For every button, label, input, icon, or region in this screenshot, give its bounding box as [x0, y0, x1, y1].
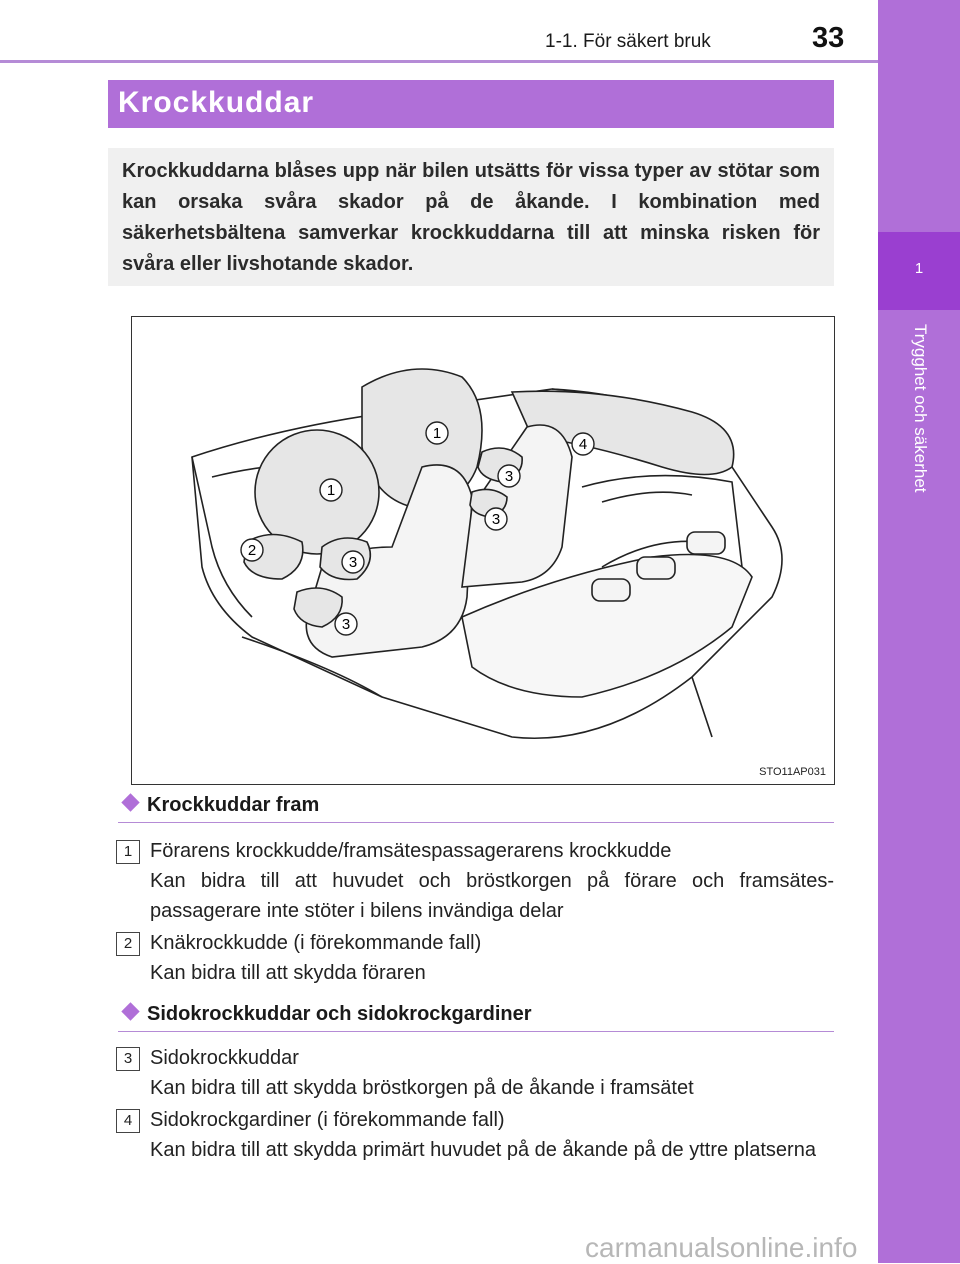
section-rule: [118, 822, 834, 823]
item-title: Förarens krockkudde/framsätespassagerarens krockkudde: [150, 840, 672, 862]
figure-code: STO11AP031: [759, 766, 826, 778]
section-rule: [118, 1031, 834, 1032]
callout-label: 1: [432, 425, 442, 442]
section-heading-side-airbags: [118, 1003, 532, 1026]
section-heading-front-airbags: [118, 794, 319, 817]
chapter-side-tab: [878, 0, 960, 1263]
airbag-illustration: [131, 316, 835, 785]
chapter-number: 1: [914, 260, 924, 277]
callout-marker: [498, 465, 520, 487]
callout-label: 1: [326, 482, 336, 499]
header-section-title: 1-1. För säkert bruk: [545, 31, 711, 52]
item-description: Kan bidra till att skydda primärt huvudet på de åkande på de yttre platserna: [150, 1139, 816, 1161]
car-interior-drawing: [132, 317, 834, 784]
page-title: Krockkuddar: [118, 86, 315, 119]
item-number-badge: 4: [116, 1109, 140, 1133]
callout-label: 2: [247, 542, 257, 559]
callout-label: 4: [578, 436, 588, 453]
callout-label: 3: [341, 616, 351, 633]
item-description: Kan bidra till att skydda föraren: [150, 962, 426, 984]
watermark-text: carmanualsonline.info: [585, 1232, 858, 1263]
list-item: [123, 1043, 834, 1103]
item-number-badge: 3: [116, 1047, 140, 1071]
intro-text: Krockkuddarna blåses upp när bilen utsätts för vissa typer av stötar som kan orsaka svåra skador på de åkande. I kombination med säkerhetsbältena samverkar krockkuddarna till att minska risken för svåra eller livshotande skador.: [122, 160, 820, 275]
list-item: [123, 928, 834, 988]
chapter-number-box: [878, 232, 960, 310]
item-title: Sidokrockkuddar: [150, 1047, 299, 1069]
item-number-badge: 2: [116, 932, 140, 956]
callout-marker: [572, 433, 594, 455]
callout-marker: [241, 539, 263, 561]
callout-marker: [485, 508, 507, 530]
callout-label: 3: [348, 554, 358, 571]
diamond-bullet-icon: [121, 1002, 139, 1020]
callout-marker: [342, 551, 364, 573]
callout-marker: [335, 613, 357, 635]
callout-marker: [426, 422, 448, 444]
item-title: Knäkrockkudde (i förekommande fall): [150, 932, 482, 954]
intro-box: [108, 148, 834, 286]
page-title-bar: [108, 80, 834, 128]
section-heading-text: Krockkuddar fram: [147, 794, 320, 816]
page-number: 33: [812, 22, 845, 54]
callout-label: 3: [491, 511, 501, 528]
callout-label: 3: [504, 468, 514, 485]
item-number-badge: 1: [116, 840, 140, 864]
list-item: [123, 836, 834, 926]
callout-marker: [320, 479, 342, 501]
item-title: Sidokrockgardiner (i förekommande fall): [150, 1109, 505, 1131]
section-heading-text: Sidokrockkuddar och sidokrockgardiner: [147, 1003, 532, 1025]
item-description: Kan bidra till att huvudet och bröstkorgen på förare och framsätes-passagerare inte stöter i bilens invändiga delar: [150, 870, 834, 922]
header-rule: [0, 60, 878, 63]
diamond-bullet-icon: [121, 793, 139, 811]
list-item: [123, 1105, 834, 1165]
chapter-label: Trygghet och säkerhet: [911, 324, 930, 493]
item-description: Kan bidra till att skydda bröstkorgen på de åkande i framsätet: [150, 1077, 694, 1099]
